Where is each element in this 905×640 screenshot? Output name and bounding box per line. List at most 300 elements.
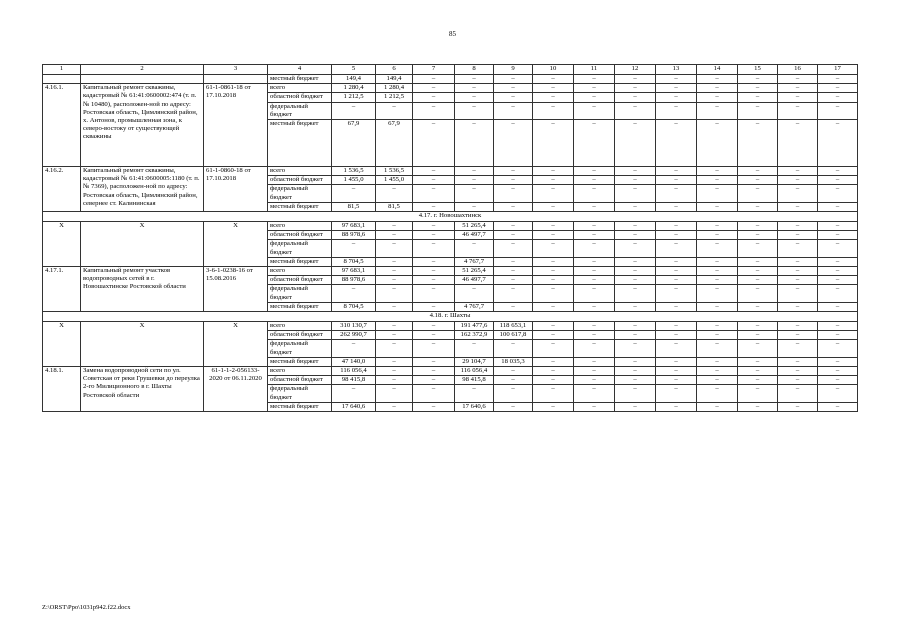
amount-cell: – xyxy=(818,102,858,119)
amount-cell: – xyxy=(413,285,455,302)
item-name-cell xyxy=(81,75,204,84)
amount-cell: – xyxy=(656,231,697,240)
amount-cell: – xyxy=(738,257,778,266)
funding-source-cell: областной бюджет xyxy=(268,176,332,185)
amount-cell: – xyxy=(494,84,533,93)
amount-cell: – xyxy=(818,385,858,402)
item-name-cell: Капитальный ремонт участков водопроводных сетей в г. Новошахтинске Ростовской области xyxy=(81,267,204,312)
amount-cell: – xyxy=(494,240,533,257)
item-number-cell: 4.17.1. xyxy=(43,267,81,312)
amount-cell: – xyxy=(376,331,413,340)
amount-cell: – xyxy=(818,75,858,84)
amount-cell: – xyxy=(738,276,778,285)
amount-cell: – xyxy=(697,367,738,376)
amount-cell: – xyxy=(494,285,533,302)
funding-source-cell: всего xyxy=(268,322,332,331)
amount-cell: – xyxy=(533,267,574,276)
amount-cell: – xyxy=(615,367,656,376)
amount-cell: 100 617,8 xyxy=(494,331,533,340)
amount-cell: 97 683,1 xyxy=(332,222,376,231)
amount-cell: – xyxy=(778,402,818,411)
amount-cell: – xyxy=(574,331,615,340)
amount-cell: – xyxy=(697,402,738,411)
amount-cell: – xyxy=(778,102,818,119)
amount-cell: – xyxy=(533,402,574,411)
amount-cell: – xyxy=(778,267,818,276)
amount-cell: 29 104,7 xyxy=(455,357,494,366)
amount-cell: 51 265,4 xyxy=(455,267,494,276)
amount-cell: – xyxy=(656,257,697,266)
amount-cell: – xyxy=(533,331,574,340)
amount-cell: – xyxy=(818,276,858,285)
table-row xyxy=(43,84,858,93)
amount-cell: – xyxy=(778,340,818,357)
table-row xyxy=(43,267,858,276)
amount-cell: – xyxy=(533,84,574,93)
funding-source-cell: всего xyxy=(268,367,332,376)
amount-cell: – xyxy=(738,84,778,93)
amount-cell: 81,5 xyxy=(332,202,376,211)
amount-cell: – xyxy=(533,340,574,357)
funding-source-cell: федеральный бюджет xyxy=(268,285,332,302)
amount-cell: – xyxy=(697,340,738,357)
amount-cell: – xyxy=(656,222,697,231)
amount-cell: – xyxy=(413,84,455,93)
amount-cell: – xyxy=(738,231,778,240)
amount-cell: – xyxy=(332,385,376,402)
amount-cell: – xyxy=(778,257,818,266)
document-ref-cell: X xyxy=(204,322,268,367)
amount-cell: – xyxy=(494,276,533,285)
amount-cell: – xyxy=(615,276,656,285)
amount-cell: – xyxy=(656,357,697,366)
amount-cell: – xyxy=(533,385,574,402)
amount-cell: – xyxy=(332,185,376,202)
amount-cell: – xyxy=(778,357,818,366)
amount-cell: 118 653,1 xyxy=(494,322,533,331)
amount-cell: – xyxy=(656,276,697,285)
amount-cell: – xyxy=(778,276,818,285)
amount-cell: – xyxy=(332,285,376,302)
amount-cell: 1 536,5 xyxy=(332,167,376,176)
amount-cell: – xyxy=(778,285,818,302)
amount-cell: – xyxy=(656,285,697,302)
funding-source-cell: местный бюджет xyxy=(268,120,332,167)
amount-cell: – xyxy=(818,257,858,266)
amount-cell: 4 767,7 xyxy=(455,257,494,266)
amount-cell: – xyxy=(778,385,818,402)
funding-source-cell: всего xyxy=(268,167,332,176)
amount-cell: – xyxy=(574,102,615,119)
funding-source-cell: местный бюджет xyxy=(268,75,332,84)
amount-cell: – xyxy=(574,402,615,411)
amount-cell: – xyxy=(455,84,494,93)
amount-cell: – xyxy=(656,322,697,331)
file-path-footer: Z:\ORST\Ppo\1031p942.f22.docx xyxy=(42,604,131,611)
amount-cell: – xyxy=(455,93,494,102)
amount-cell: – xyxy=(697,257,738,266)
amount-cell: – xyxy=(615,93,656,102)
amount-cell: – xyxy=(738,331,778,340)
amount-cell: – xyxy=(533,285,574,302)
table-row xyxy=(43,222,858,231)
amount-cell: – xyxy=(494,75,533,84)
item-name-cell: Капитальный ремонт скважины, кадастровый № 61:41:0600002:474 (т. п. № 10480), расположен-ной по адресу: Ростовская область, Цимлянский район, х. Антонов, промышленная зона, к северо-востоку от существующей скважины xyxy=(81,84,204,167)
amount-cell: – xyxy=(697,302,738,311)
funding-source-cell: областной бюджет xyxy=(268,376,332,385)
amount-cell: – xyxy=(455,185,494,202)
amount-cell: – xyxy=(738,185,778,202)
amount-cell: – xyxy=(656,376,697,385)
amount-cell: – xyxy=(778,367,818,376)
amount-cell: – xyxy=(818,331,858,340)
amount-cell: – xyxy=(533,102,574,119)
amount-cell: – xyxy=(574,84,615,93)
amount-cell: – xyxy=(413,75,455,84)
amount-cell: – xyxy=(697,285,738,302)
amount-cell: – xyxy=(818,231,858,240)
column-number-cell: 14 xyxy=(697,65,738,75)
amount-cell: 1 536,5 xyxy=(376,167,413,176)
amount-cell: – xyxy=(455,102,494,119)
amount-cell: – xyxy=(574,202,615,211)
amount-cell: – xyxy=(413,185,455,202)
amount-cell: – xyxy=(574,322,615,331)
amount-cell: – xyxy=(738,222,778,231)
amount-cell: – xyxy=(413,340,455,357)
amount-cell: – xyxy=(818,167,858,176)
amount-cell: 116 056,4 xyxy=(332,367,376,376)
column-number-cell: 10 xyxy=(533,65,574,75)
document-ref-cell: 61-1-0861-18 от 17.10.2018 xyxy=(204,84,268,167)
amount-cell: – xyxy=(533,167,574,176)
amount-cell: – xyxy=(533,322,574,331)
amount-cell: – xyxy=(574,120,615,167)
amount-cell: – xyxy=(697,331,738,340)
amount-cell: – xyxy=(697,385,738,402)
amount-cell: – xyxy=(778,231,818,240)
amount-cell: – xyxy=(376,357,413,366)
amount-cell: – xyxy=(697,167,738,176)
amount-cell: – xyxy=(413,385,455,402)
amount-cell: – xyxy=(615,240,656,257)
amount-cell: – xyxy=(574,222,615,231)
amount-cell: 162 372,9 xyxy=(455,331,494,340)
amount-cell: – xyxy=(376,102,413,119)
amount-cell: – xyxy=(818,267,858,276)
amount-cell: – xyxy=(494,167,533,176)
amount-cell: – xyxy=(615,102,656,119)
amount-cell: – xyxy=(455,202,494,211)
column-number-cell: 9 xyxy=(494,65,533,75)
amount-cell: – xyxy=(413,176,455,185)
amount-cell: – xyxy=(533,202,574,211)
amount-cell: – xyxy=(574,75,615,84)
amount-cell: – xyxy=(574,376,615,385)
amount-cell: 67,9 xyxy=(332,120,376,167)
amount-cell: – xyxy=(615,167,656,176)
amount-cell: – xyxy=(656,367,697,376)
amount-cell: 46 497,7 xyxy=(455,231,494,240)
column-number-cell: 15 xyxy=(738,65,778,75)
amount-cell: – xyxy=(778,84,818,93)
amount-cell: – xyxy=(818,185,858,202)
amount-cell: – xyxy=(738,302,778,311)
section-heading-row xyxy=(43,312,858,322)
amount-cell: – xyxy=(697,357,738,366)
amount-cell: – xyxy=(413,267,455,276)
item-number-cell: 4.18.1. xyxy=(43,367,81,412)
financing-table xyxy=(42,64,858,412)
amount-cell: – xyxy=(656,102,697,119)
amount-cell: – xyxy=(615,75,656,84)
amount-cell: 17 640,6 xyxy=(455,402,494,411)
amount-cell: – xyxy=(413,202,455,211)
amount-cell: – xyxy=(533,357,574,366)
amount-cell: – xyxy=(494,120,533,167)
amount-cell: – xyxy=(455,176,494,185)
amount-cell: – xyxy=(533,93,574,102)
column-number-cell: 12 xyxy=(615,65,656,75)
amount-cell: – xyxy=(494,202,533,211)
amount-cell: – xyxy=(697,267,738,276)
amount-cell: – xyxy=(574,185,615,202)
amount-cell: – xyxy=(615,222,656,231)
amount-cell: – xyxy=(413,276,455,285)
amount-cell: – xyxy=(533,302,574,311)
amount-cell: 81,5 xyxy=(376,202,413,211)
amount-cell: – xyxy=(615,322,656,331)
amount-cell: 1 280,4 xyxy=(332,84,376,93)
section-heading: 4.18. г. Шахты xyxy=(43,312,858,322)
amount-cell: – xyxy=(778,240,818,257)
amount-cell: 1 212,5 xyxy=(376,93,413,102)
document-ref-cell: 3-6-1-0238-16 от 15.08.2016 xyxy=(204,267,268,312)
amount-cell: – xyxy=(494,385,533,402)
amount-cell: – xyxy=(656,331,697,340)
funding-source-cell: областной бюджет xyxy=(268,276,332,285)
document-ref-cell: 61-1-0860-18 от 17.10.2018 xyxy=(204,167,268,212)
funding-source-cell: всего xyxy=(268,222,332,231)
amount-cell: – xyxy=(413,167,455,176)
amount-cell: – xyxy=(818,285,858,302)
amount-cell: – xyxy=(494,93,533,102)
amount-cell: 18 035,3 xyxy=(494,357,533,366)
amount-cell: – xyxy=(697,84,738,93)
section-heading-row xyxy=(43,212,858,222)
amount-cell: – xyxy=(332,240,376,257)
amount-cell: – xyxy=(818,240,858,257)
amount-cell: – xyxy=(574,367,615,376)
amount-cell: – xyxy=(533,185,574,202)
amount-cell: – xyxy=(697,276,738,285)
amount-cell: – xyxy=(818,120,858,167)
amount-cell: – xyxy=(738,376,778,385)
amount-cell: – xyxy=(656,84,697,93)
amount-cell: – xyxy=(376,285,413,302)
amount-cell: – xyxy=(574,385,615,402)
amount-cell: – xyxy=(615,340,656,357)
column-number-cell: 17 xyxy=(818,65,858,75)
funding-source-cell: областной бюджет xyxy=(268,93,332,102)
item-number-cell: X xyxy=(43,222,81,267)
document-ref-cell xyxy=(204,75,268,84)
amount-cell: – xyxy=(818,376,858,385)
amount-cell: – xyxy=(656,93,697,102)
amount-cell: – xyxy=(697,176,738,185)
item-number-cell: 4.16.1. xyxy=(43,84,81,167)
amount-cell: – xyxy=(376,222,413,231)
funding-source-cell: всего xyxy=(268,267,332,276)
funding-source-cell: местный бюджет xyxy=(268,257,332,266)
amount-cell: – xyxy=(494,185,533,202)
amount-cell: – xyxy=(656,385,697,402)
amount-cell: – xyxy=(738,340,778,357)
amount-cell: – xyxy=(615,202,656,211)
amount-cell: 47 140,0 xyxy=(332,357,376,366)
amount-cell: – xyxy=(376,185,413,202)
amount-cell: – xyxy=(738,202,778,211)
funding-source-cell: федеральный бюджет xyxy=(268,185,332,202)
amount-cell: 191 477,6 xyxy=(455,322,494,331)
amount-cell: – xyxy=(615,402,656,411)
amount-cell: – xyxy=(818,93,858,102)
amount-cell: 1 280,4 xyxy=(376,84,413,93)
amount-cell: – xyxy=(494,102,533,119)
amount-cell: – xyxy=(818,222,858,231)
amount-cell: – xyxy=(738,285,778,302)
funding-source-cell: федеральный бюджет xyxy=(268,102,332,119)
amount-cell: – xyxy=(738,240,778,257)
amount-cell: – xyxy=(413,93,455,102)
amount-cell: 67,9 xyxy=(376,120,413,167)
amount-cell: – xyxy=(413,222,455,231)
amount-cell: – xyxy=(615,285,656,302)
amount-cell: 4 767,7 xyxy=(455,302,494,311)
amount-cell: 1 455,0 xyxy=(376,176,413,185)
amount-cell: – xyxy=(656,75,697,84)
amount-cell: 98 415,8 xyxy=(455,376,494,385)
funding-source-cell: областной бюджет xyxy=(268,331,332,340)
amount-cell: – xyxy=(494,176,533,185)
item-name-cell: Замена водопроводной сети по ул. Советская от реки Грушевки до переулка 2-го Милиционного в г. Шахты Ростовской области xyxy=(81,367,204,412)
amount-cell: – xyxy=(494,231,533,240)
amount-cell: – xyxy=(494,302,533,311)
amount-cell: – xyxy=(778,222,818,231)
amount-cell: – xyxy=(738,75,778,84)
amount-cell: – xyxy=(818,302,858,311)
amount-cell: – xyxy=(778,302,818,311)
amount-cell: – xyxy=(656,120,697,167)
amount-cell: – xyxy=(738,322,778,331)
amount-cell: – xyxy=(818,176,858,185)
amount-cell: – xyxy=(413,322,455,331)
amount-cell: – xyxy=(332,340,376,357)
amount-cell: – xyxy=(778,331,818,340)
table-row xyxy=(43,322,858,331)
amount-cell: 310 130,7 xyxy=(332,322,376,331)
amount-cell: 8 704,5 xyxy=(332,257,376,266)
amount-cell: – xyxy=(376,267,413,276)
amount-cell: – xyxy=(455,285,494,302)
column-number-cell: 7 xyxy=(413,65,455,75)
amount-cell: – xyxy=(615,185,656,202)
item-number-cell: 4.16.2. xyxy=(43,167,81,212)
amount-cell: – xyxy=(697,185,738,202)
amount-cell: – xyxy=(376,385,413,402)
item-name-cell: X xyxy=(81,322,204,367)
document-ref-cell: 61-1-1-2-056133-2020 от 06.11.2020 xyxy=(204,367,268,412)
amount-cell: – xyxy=(778,120,818,167)
item-number-cell xyxy=(43,75,81,84)
amount-cell: 262 990,7 xyxy=(332,331,376,340)
amount-cell: – xyxy=(656,202,697,211)
amount-cell: 116 056,4 xyxy=(455,367,494,376)
amount-cell: – xyxy=(413,357,455,366)
amount-cell: – xyxy=(376,367,413,376)
amount-cell: – xyxy=(376,231,413,240)
funding-source-cell: всего xyxy=(268,84,332,93)
funding-source-cell: областной бюджет xyxy=(268,231,332,240)
amount-cell: – xyxy=(738,357,778,366)
amount-cell: – xyxy=(533,222,574,231)
amount-cell: 17 640,6 xyxy=(332,402,376,411)
amount-cell: – xyxy=(778,176,818,185)
amount-cell: – xyxy=(778,376,818,385)
amount-cell: – xyxy=(376,302,413,311)
amount-cell: – xyxy=(738,385,778,402)
column-number-cell: 13 xyxy=(656,65,697,75)
amount-cell: – xyxy=(413,367,455,376)
amount-cell: – xyxy=(574,167,615,176)
column-number-cell: 11 xyxy=(574,65,615,75)
column-number-header xyxy=(43,65,858,75)
amount-cell: 51 265,4 xyxy=(455,222,494,231)
amount-cell: – xyxy=(818,357,858,366)
amount-cell: – xyxy=(615,376,656,385)
column-number-cell: 4 xyxy=(268,65,332,75)
item-name-cell: Капитальный ремонт скважины, кадастровый № 61:41:0600005:1180 (т. п. № 7369), расположен-ной по адресу: Ростовская область, Цимлянский район, севернее ст. Калининская xyxy=(81,167,204,212)
column-number-cell: 1 xyxy=(43,65,81,75)
amount-cell: – xyxy=(697,93,738,102)
amount-cell: – xyxy=(533,240,574,257)
amount-cell: – xyxy=(332,102,376,119)
amount-cell: – xyxy=(574,257,615,266)
column-number-cell: 5 xyxy=(332,65,376,75)
amount-cell: – xyxy=(778,93,818,102)
item-number-cell: X xyxy=(43,322,81,367)
amount-cell: – xyxy=(778,202,818,211)
amount-cell: 149,4 xyxy=(332,75,376,84)
column-number-cell: 3 xyxy=(204,65,268,75)
amount-cell: 97 683,1 xyxy=(332,267,376,276)
amount-cell: 1 455,0 xyxy=(332,176,376,185)
amount-cell: – xyxy=(494,257,533,266)
amount-cell: – xyxy=(455,75,494,84)
amount-cell: – xyxy=(738,167,778,176)
amount-cell: 88 978,6 xyxy=(332,276,376,285)
amount-cell: 149,4 xyxy=(376,75,413,84)
column-number-cell: 16 xyxy=(778,65,818,75)
amount-cell: – xyxy=(494,376,533,385)
amount-cell: – xyxy=(494,222,533,231)
amount-cell: – xyxy=(455,240,494,257)
amount-cell: – xyxy=(615,267,656,276)
amount-cell: – xyxy=(413,402,455,411)
amount-cell: – xyxy=(738,93,778,102)
amount-cell: – xyxy=(574,357,615,366)
amount-cell: – xyxy=(533,257,574,266)
